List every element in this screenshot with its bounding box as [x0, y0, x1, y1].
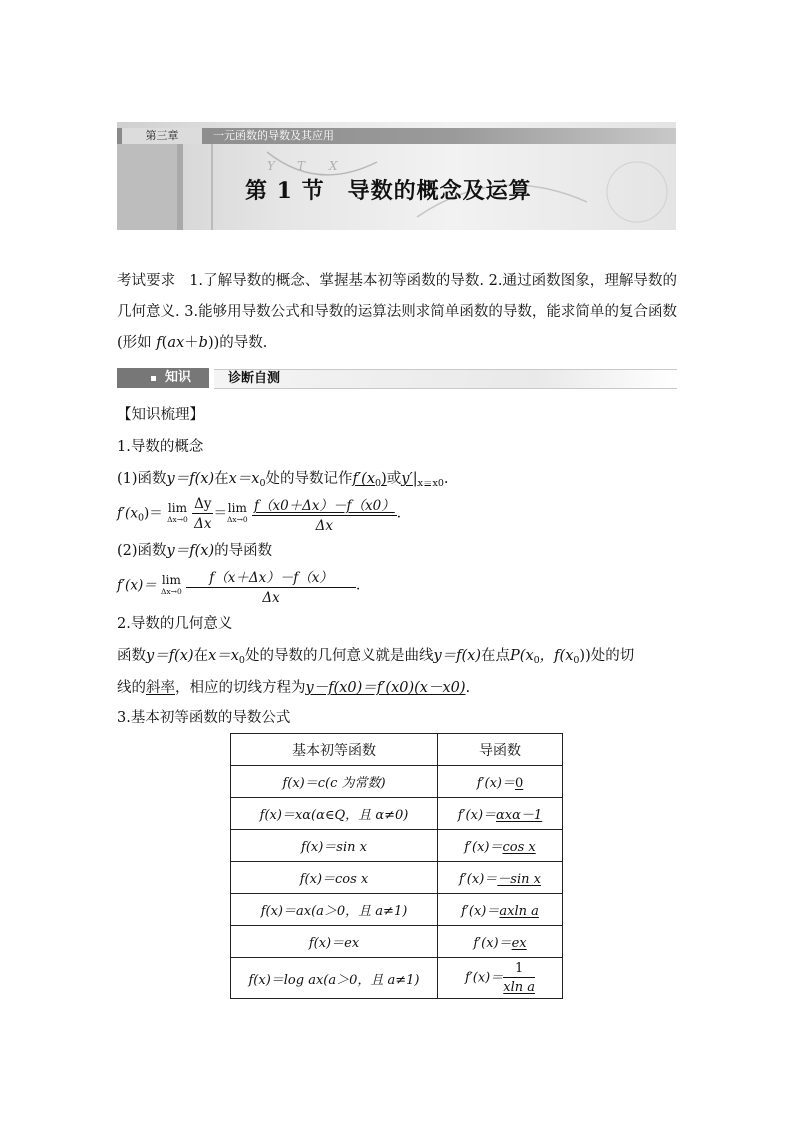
answer-notation-2: $y'|_{x=x0}$: [401, 471, 444, 489]
derivative-function-answer: $\frac{f(x+\Delta x)-f(x)}{\Delta x}$: [186, 566, 356, 606]
limit-symbol: lim Δx→0: [167, 501, 188, 524]
answer-blank: －sin x: [497, 872, 541, 887]
derivative-cell: f′(x)＝αxα－1: [438, 798, 563, 830]
fraction-dy-dx: $\frac{\Delta y}{\Delta x}$: [194, 496, 212, 532]
limit-symbol-3: lim Δx→0: [161, 573, 182, 596]
limit-symbol-2: lim Δx→0: [226, 501, 248, 524]
answer-blank: 0: [514, 776, 524, 791]
chapter-label: 第三章: [122, 128, 202, 144]
answer-notation-1: $f'(x_0)$: [352, 471, 387, 489]
exam-requirements: 考试要求 1.了解导数的概念、掌握基本初等函数的导数. 2.通过函数图象，理解导数的几何意义. 3.能够用导数公式和导数的运算法则求简单函数的导数，能求简单的复合函数(形如 f(ax＋b))的导数.: [117, 273, 678, 351]
table-row: [231, 926, 563, 958]
requirements-lead: 考试要求: [117, 273, 176, 289]
answer-slope: 斜率: [146, 680, 175, 696]
column-header-function: 基本初等函数: [231, 734, 438, 766]
knowledge-tab: [117, 368, 209, 388]
table-row: [231, 958, 563, 999]
function-cell: f(x)＝cos x: [231, 862, 438, 894]
item-1: (1)函数y＝f(x)在$x=x_0$处的导数记作$f'(x_0)$或$y'|_{x=x0}$.: [117, 471, 449, 489]
answer-blank: cos x: [502, 840, 536, 855]
item-2: (2)函数y＝f(x)的导函数: [117, 543, 273, 559]
chapter-banner: [117, 122, 676, 230]
heading-derivative-concept: 1.导数的概念: [117, 439, 204, 455]
diagnosis-label: 诊断自测: [228, 371, 281, 386]
function-cell: f(x)＝log ax(a＞0，且 a≠1): [231, 958, 438, 999]
svg-text:X: X: [329, 159, 338, 173]
function-cell: f(x)＝sin x: [231, 830, 438, 862]
table-row: [231, 830, 563, 862]
diagnosis-tab: [214, 369, 677, 389]
svg-text:T: T: [297, 159, 306, 173]
column-header-derivative: 导函数: [438, 734, 563, 766]
difference-quotient-answer: $\frac{f(x0+\Delta x)-f(x0)}{\Delta x}$: [253, 498, 395, 534]
derivative-cell: f′(x)＝axln a: [438, 894, 563, 926]
table-row: [231, 798, 563, 830]
svg-text:Y: Y: [267, 159, 275, 173]
geometric-line-1: 函数y＝f(x)在$x=x_0$处的导数的几何意义就是曲线y＝f(x)在点$P(x_0$，$f(x_0)$)处的切: [117, 648, 635, 666]
derivative-cell: f′(x)＝cos x: [438, 830, 563, 862]
table-row: [231, 766, 563, 798]
heading-geometric-meaning: 2.导数的几何意义: [117, 616, 233, 632]
derivative-cell: f′(x)＝0: [438, 766, 563, 798]
requirements-text: 1.了解导数的概念、掌握基本初等函数的导数. 2.通过函数图象，理解导数的几何意义. 3.能够用导数公式和导数的运算法则求简单函数的导数，能求简单的复合函数(形如: [117, 273, 678, 351]
function-cell: f(x)＝ax(a＞0，且 a≠1): [231, 894, 438, 926]
knowledge-label: 知识: [165, 370, 192, 385]
answer-tangent-equation: y－f(x0)＝f′(x0)(x－x0): [305, 680, 466, 696]
derivative-formula-table: [230, 733, 563, 999]
answer-blank: αxα－1: [496, 808, 543, 823]
banner-strip: [117, 128, 676, 144]
chapter-title: 一元函数的导数及其应用: [213, 129, 334, 142]
derivative-cell: f′(x)＝－sin x: [438, 862, 563, 894]
formula-derivative-function: f′(x)＝ lim Δx→0 $\frac{f(x+\Delta x)-f(x)}{\Delta x}$ .: [117, 566, 360, 606]
table-header-row: [231, 734, 563, 766]
formula-derivative-at-point: $f'(x_0)=$ lim Δx→0 $\frac{\Delta y}{\Delta x}$ ＝ lim Δx→0 $\frac{f(x0+\Delta x)-f(x0)}{\Delta x}$ .: [117, 496, 402, 534]
function-cell: f(x)＝xα(α∈Q，且 α≠0): [231, 798, 438, 830]
answer-blank: axln a: [499, 904, 539, 919]
knowledge-bar: [117, 368, 677, 388]
function-cell: f(x)＝ex: [231, 926, 438, 958]
bullet-square-icon: [151, 376, 156, 381]
table-row: [231, 862, 563, 894]
derivative-cell: f′(x)＝ $\frac{1}{\text{xln a}}$: [438, 958, 563, 999]
derivative-cell: f′(x)＝ex: [438, 926, 563, 958]
answer-blank: ex: [511, 936, 527, 951]
answer-fraction: $\frac{1}{\text{xln a}}$: [503, 961, 535, 995]
geometric-line-2: 线的斜率，相应的切线方程为y－f(x0)＝f′(x0)(x－x0).: [117, 680, 471, 696]
table-row: [231, 894, 563, 926]
heading-derivative-formulas: 3.基本初等函数的导数公式: [117, 710, 291, 726]
function-cell: f(x)＝c(c 为常数): [231, 766, 438, 798]
section-title: 第 1 节 导数的概念及运算: [245, 178, 532, 204]
knowledge-heading: 【知识梳理】: [117, 407, 204, 423]
